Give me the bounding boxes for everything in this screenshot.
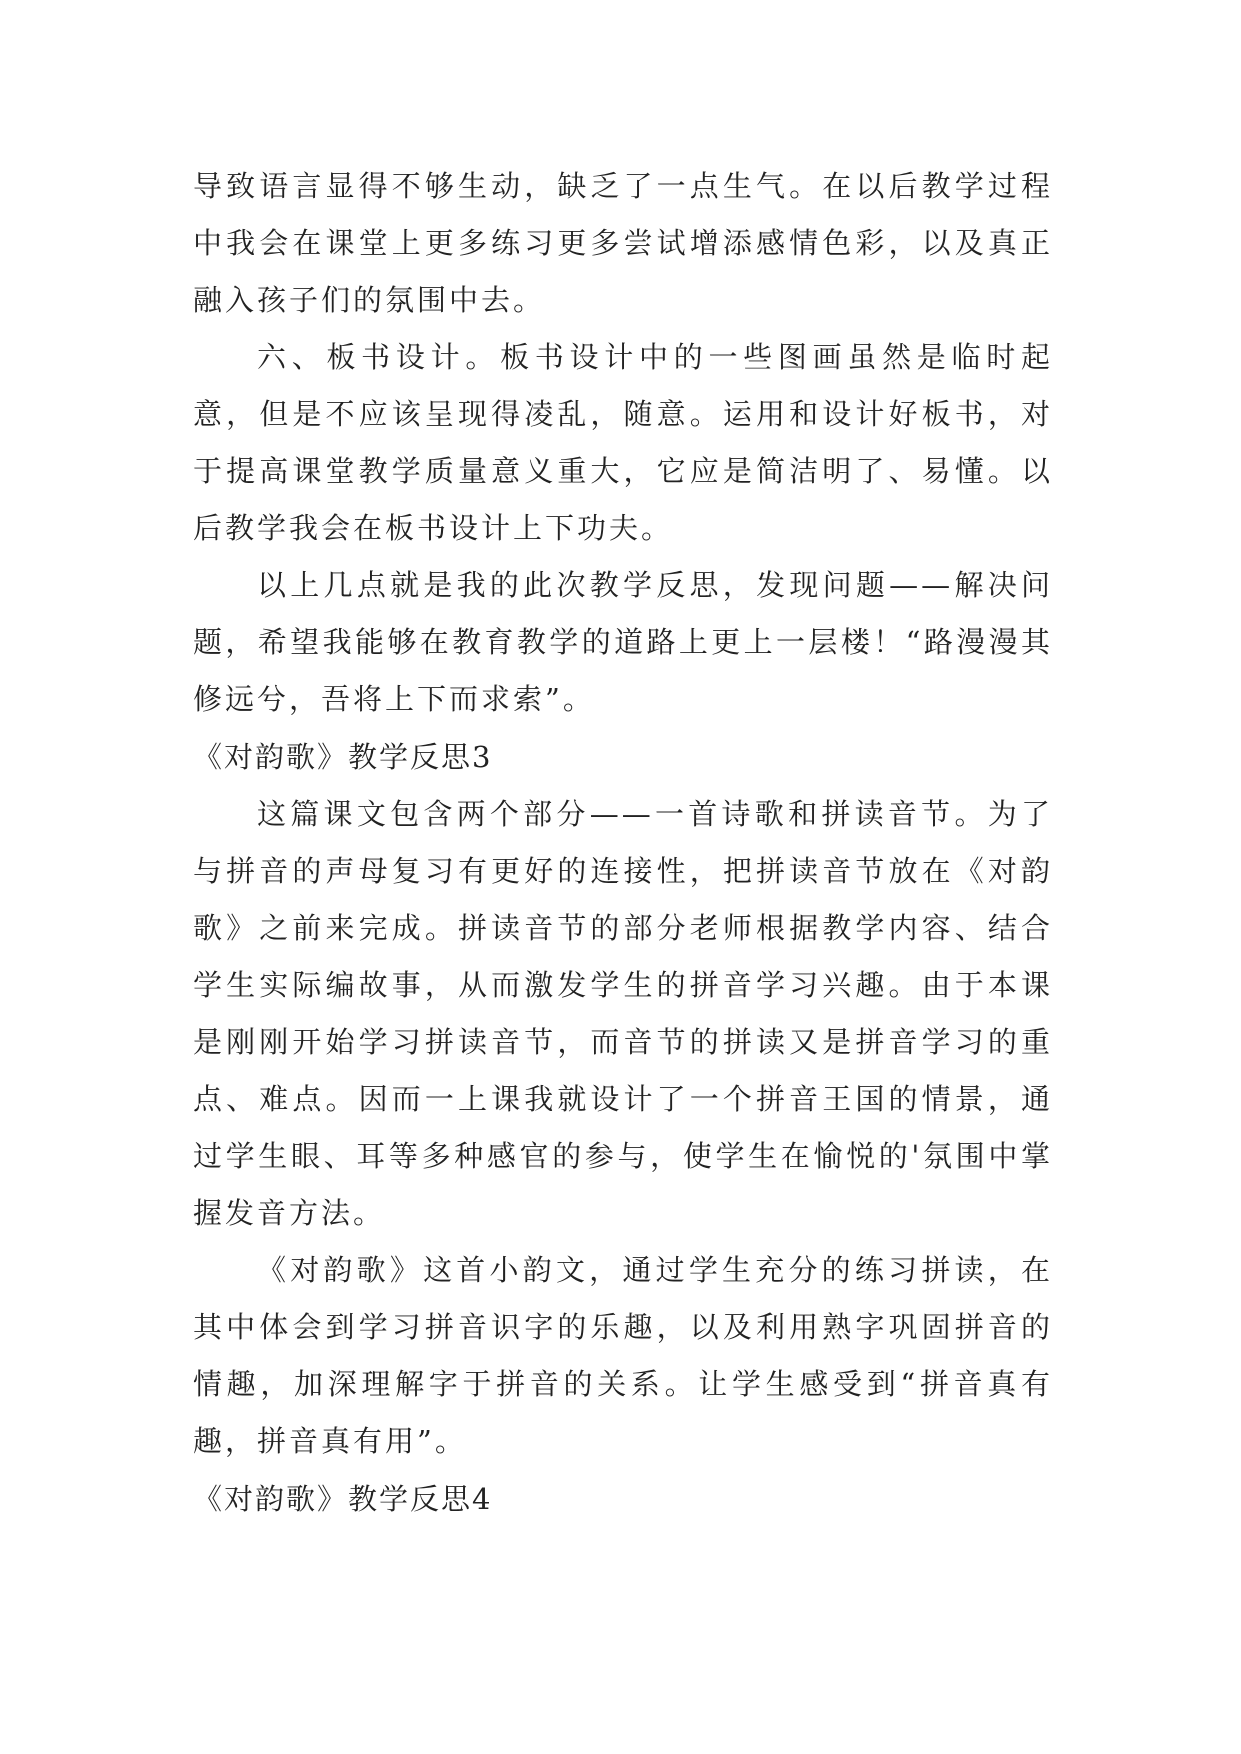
section-heading: 《对韵歌》教学反思4 <box>193 1482 493 1516</box>
paragraph: 《对韵歌》这首小韵文，通过学生充分的练习拼读，在其中体会到学习拼音识字的乐趣，以及利用熟字巩固拼音的情趣，加深理解字于拼音的关系。让学生感受到“拼音真有趣，拼音真有用”。 <box>193 1253 1053 1458</box>
paragraph: 六、板书设计。板书设计中的一些图画虽然是临时起意，但是不应该呈现得凌乱，随意。运用和设计好板书，对于提高课堂教学质量意义重大，它应是简洁明了、易懂。以后教学我会在板书设计上下功夫。 <box>193 340 1053 545</box>
paragraph: 以上几点就是我的此次教学反思，发现问题——解决问题，希望我能够在教育教学的道路上更上一层楼！“路漫漫其修远兮，吾将上下而求索”。 <box>193 568 1053 716</box>
document-body <box>193 158 1053 1528</box>
paragraph: 这篇课文包含两个部分——一首诗歌和拼读音节。为了与拼音的声母复习有更好的连接性，把拼读音节放在《对韵歌》之前来完成。拼读音节的部分老师根据教学内容、结合学生实际编故事，从而激发学生的拼音学习兴趣。由于本课是刚刚开始学习拼读音节，而音节的拼读又是拼音学习的重点、难点。因而一上课我就设计了一个拼音王国的情景，通过学生眼、耳等多种感官的参与，使学生在愉悦的'氛围中掌握发音方法。 <box>193 797 1053 1230</box>
section-heading: 《对韵歌》教学反思3 <box>193 740 493 774</box>
paragraph: 导致语言显得不够生动，缺乏了一点生气。在以后教学过程中我会在课堂上更多练习更多尝试增添感情色彩，以及真正融入孩子们的氛围中去。 <box>193 169 1053 317</box>
